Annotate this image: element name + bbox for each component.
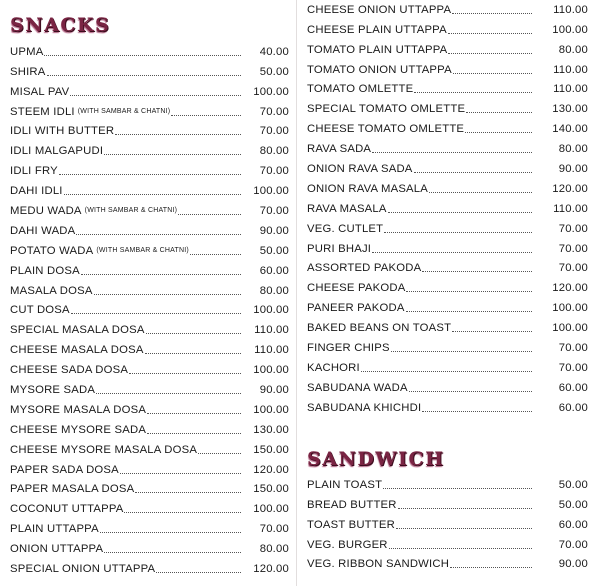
menu-item-price: 100.00 <box>253 304 289 317</box>
menu-item <box>307 355 588 375</box>
menu-item-price: 60.00 <box>558 518 588 531</box>
menu-item-name: KACHORI <box>307 361 360 374</box>
dot-leader <box>96 393 241 394</box>
dot-leader <box>414 172 532 173</box>
menu-item-name: VEG. CUTLET <box>307 222 384 235</box>
menu-item-name: BREAD BUTTER <box>307 498 397 511</box>
menu-item-price: 110.00 <box>254 344 289 357</box>
menu-item-price: 90.00 <box>259 384 289 397</box>
menu-item-name: CUT DOSA <box>10 304 70 317</box>
dot-leader <box>146 333 241 334</box>
menu-item <box>10 198 289 218</box>
menu-item <box>10 337 289 357</box>
menu-item <box>10 457 289 477</box>
menu-item <box>10 397 289 417</box>
menu-item <box>10 377 289 397</box>
menu-item-price: 80.00 <box>259 145 289 158</box>
dot-leader <box>76 234 241 235</box>
menu-item-name: PURI BHAJI <box>307 242 372 255</box>
menu-item <box>307 0 588 17</box>
menu-item <box>10 238 289 258</box>
dot-leader <box>70 95 241 96</box>
menu-item-name: VEG. RIBBON SANDWICH <box>307 558 450 571</box>
menu-item <box>307 37 588 57</box>
menu-item <box>10 317 289 337</box>
menu-item <box>307 275 588 295</box>
dot-leader <box>124 512 241 513</box>
menu-item-name: ONION RAVA SADA <box>307 163 413 176</box>
column-divider <box>296 0 297 586</box>
menu-item <box>10 417 289 437</box>
dot-leader <box>104 552 241 553</box>
menu-item-price: 90.00 <box>558 558 588 571</box>
dot-leader <box>81 274 241 275</box>
menu-item-name: SABUDANA WADA <box>307 381 408 394</box>
menu-item-price: 50.00 <box>259 65 289 78</box>
dot-leader <box>409 391 532 392</box>
menu-item-name: TOMATO PLAIN UTTAPPA <box>307 43 448 56</box>
menu-item-name: CHEESE TOMATO OMLETTE <box>307 123 465 136</box>
dot-leader <box>414 92 532 93</box>
menu-item-name: ONION UTTAPPA <box>10 543 104 556</box>
menu-item <box>307 375 588 395</box>
menu-item-name: ASSORTED PAKODA <box>307 262 422 275</box>
menu-item-name: PAPER MASALA DOSA <box>10 483 135 496</box>
menu-item-price: 70.00 <box>259 523 289 536</box>
dot-leader <box>198 453 241 454</box>
dot-leader <box>100 532 241 533</box>
dot-leader <box>44 55 241 56</box>
menu-item-price: 70.00 <box>259 205 289 218</box>
menu-item-price: 110.00 <box>553 63 588 76</box>
menu-item-price: 70.00 <box>558 342 588 355</box>
menu-item-name: SPECIAL MASALA DOSA <box>10 324 145 337</box>
dot-leader <box>422 411 532 412</box>
dot-leader <box>384 232 532 233</box>
menu-item-name: CHEESE ONION UTTAPPA <box>307 3 452 16</box>
menu-item-price: 110.00 <box>553 202 588 215</box>
dot-leader <box>465 132 532 133</box>
dot-leader <box>178 214 241 215</box>
menu-item-price: 140.00 <box>552 123 588 136</box>
menu-item-name: TOAST BUTTER <box>307 518 395 531</box>
menu-item-name: BAKED BEANS ON TOAST <box>307 322 452 335</box>
menu-item <box>307 395 588 415</box>
dot-leader <box>448 53 532 54</box>
dot-leader <box>47 75 241 76</box>
dot-leader <box>388 212 532 213</box>
menu-item-price: 100.00 <box>253 364 289 377</box>
menu-item-name: CHEESE SADA DOSA <box>10 364 129 377</box>
menu-item <box>10 138 289 158</box>
dot-leader <box>64 194 241 195</box>
menu-item <box>307 335 588 355</box>
menu-item-price: 50.00 <box>259 244 289 257</box>
menu-item <box>10 278 289 298</box>
menu-item-name: ONION RAVA MASALA <box>307 182 429 195</box>
dot-leader <box>120 473 241 474</box>
menu-item-price: 120.00 <box>253 563 289 576</box>
menu-item <box>10 79 289 99</box>
menu-item <box>10 119 289 139</box>
menu-item-price: 70.00 <box>558 242 588 255</box>
menu-item-name: DAHI IDLI <box>10 185 63 198</box>
dot-leader <box>391 351 532 352</box>
dot-leader <box>406 311 532 312</box>
menu-item-price: 60.00 <box>558 401 588 414</box>
menu-item-price: 70.00 <box>558 361 588 374</box>
menu-item <box>307 492 588 512</box>
menu-item <box>307 472 588 492</box>
dot-leader <box>59 174 241 175</box>
menu-item <box>307 512 588 532</box>
menu-item-name: PLAIN TOAST <box>307 478 383 491</box>
menu-item-price: 120.00 <box>253 463 289 476</box>
menu-item-name: MEDU WADA <box>10 205 82 218</box>
dot-leader <box>406 291 532 292</box>
menu-item <box>10 357 289 377</box>
menu-item-price: 80.00 <box>259 543 289 556</box>
menu-item-name: SHIRA <box>10 65 46 78</box>
sandwich-list <box>307 472 588 571</box>
menu-item-name: TOMATO ONION UTTAPPA <box>307 63 452 76</box>
dot-leader <box>147 433 241 434</box>
menu-item-price: 100.00 <box>552 302 588 315</box>
menu-item-note: (WITH SAMBAR & CHATNI) <box>96 246 189 254</box>
menu-item-price: 130.00 <box>552 103 588 116</box>
menu-item <box>307 176 588 196</box>
menu-item-price: 90.00 <box>259 224 289 237</box>
menu-item <box>307 17 588 37</box>
menu-item-price: 70.00 <box>259 125 289 138</box>
menu-item-price: 130.00 <box>253 423 289 436</box>
dot-leader <box>129 373 241 374</box>
menu-item <box>307 196 588 216</box>
menu-item-price: 60.00 <box>558 381 588 394</box>
dot-leader <box>104 154 241 155</box>
menu-item <box>307 295 588 315</box>
menu-item-name: SPECIAL TOMATO OMLETTE <box>307 103 466 116</box>
menu-item <box>307 532 588 552</box>
menu-item <box>307 236 588 256</box>
menu-item-name: CHEESE PAKODA <box>307 282 406 295</box>
menu-item-name: STEEM IDLI <box>10 105 75 118</box>
menu-item-name: MYSORE MASALA DOSA <box>10 403 147 416</box>
menu-item-note: (WITH SAMBAR & CHATNI) <box>84 207 178 215</box>
menu-item-price: 150.00 <box>253 483 289 496</box>
menu-item-name: CHEESE MASALA DOSA <box>10 344 144 357</box>
menu-item <box>307 315 588 335</box>
menu-item <box>10 99 289 119</box>
menu-item-price: 80.00 <box>558 43 588 56</box>
menu-item-price: 80.00 <box>558 143 588 156</box>
menu-item-name: DAHI WADA <box>10 224 76 237</box>
menu-item-price: 100.00 <box>253 503 289 516</box>
dot-leader <box>398 508 532 509</box>
dot-leader <box>389 548 532 549</box>
menu-item-name: RAVA MASALA <box>307 202 387 215</box>
menu-item <box>10 59 289 79</box>
menu-item-name: RAVA SADA <box>307 143 372 156</box>
menu-item-price: 100.00 <box>253 403 289 416</box>
dot-leader <box>453 73 532 74</box>
dot-leader <box>450 567 532 568</box>
menu-item <box>307 96 588 116</box>
menu-item-price: 70.00 <box>558 538 588 551</box>
dot-leader <box>190 254 241 255</box>
menu-item-price: 50.00 <box>558 498 588 511</box>
menu-item-name: MISAL PAV <box>10 85 70 98</box>
menu-item-name: CHEESE MYSORE SADA <box>10 423 147 436</box>
menu-item-name: POTATO WADA <box>10 244 94 257</box>
dot-leader <box>452 331 532 332</box>
dot-leader <box>466 112 532 113</box>
menu-item-name: SPECIAL ONION UTTAPPA <box>10 563 156 576</box>
snacks-continued-list <box>307 0 588 415</box>
menu-item <box>10 516 289 536</box>
menu-item <box>307 216 588 236</box>
menu-item <box>10 437 289 457</box>
menu-item-price: 110.00 <box>553 83 588 96</box>
menu-item-price: 150.00 <box>253 443 289 456</box>
dot-leader <box>383 488 532 489</box>
dot-leader <box>145 353 241 354</box>
menu-item-name: IDLI MALGAPUDI <box>10 145 104 158</box>
dot-leader <box>135 492 241 493</box>
menu-item-name: MASALA DOSA <box>10 284 93 297</box>
menu-item-name: FINGER CHIPS <box>307 342 390 355</box>
menu-item-price: 100.00 <box>552 322 588 335</box>
menu-item <box>307 116 588 136</box>
menu-item-price: 50.00 <box>558 478 588 491</box>
dot-leader <box>429 192 532 193</box>
menu-item-price: 90.00 <box>558 163 588 176</box>
menu-item <box>10 298 289 318</box>
dot-leader <box>452 13 532 14</box>
menu-item <box>307 77 588 97</box>
menu-item <box>10 496 289 516</box>
menu-item-name: PANEER PAKODA <box>307 302 405 315</box>
menu-item-price: 110.00 <box>254 324 289 337</box>
dot-leader <box>147 413 241 414</box>
menu-item-price: 70.00 <box>558 222 588 235</box>
menu-item-name: TOMATO OMLETTE <box>307 83 414 96</box>
dot-leader <box>171 115 241 116</box>
menu-item-name: COCONUT UTTAPPA <box>10 503 124 516</box>
menu-item-price: 100.00 <box>253 185 289 198</box>
menu-item <box>307 136 588 156</box>
menu-item <box>10 158 289 178</box>
snacks-list <box>10 39 289 576</box>
dot-leader <box>115 134 241 135</box>
menu-item <box>10 258 289 278</box>
menu-item <box>307 256 588 276</box>
menu-item-price: 60.00 <box>259 264 289 277</box>
menu-item-price: 40.00 <box>259 45 289 58</box>
dot-leader <box>396 528 532 529</box>
menu-item <box>10 218 289 238</box>
menu-item <box>10 178 289 198</box>
dot-leader <box>422 271 532 272</box>
menu-item-price: 120.00 <box>552 282 588 295</box>
dot-leader <box>71 313 241 314</box>
menu-item-name: VEG. BURGER <box>307 538 388 551</box>
menu-item-price: 100.00 <box>253 85 289 98</box>
menu-item-price: 70.00 <box>259 165 289 178</box>
menu-item-name: IDLI WITH BUTTER <box>10 125 115 138</box>
menu-item-price: 70.00 <box>259 105 289 118</box>
menu-item-price: 80.00 <box>259 284 289 297</box>
dot-leader <box>156 572 241 573</box>
menu-item <box>10 536 289 556</box>
menu-item-note: (WITH SAMBAR & CHATNI) <box>77 107 171 115</box>
menu-item-name: UPMA <box>10 45 44 58</box>
menu-item <box>307 156 588 176</box>
menu-item <box>307 552 588 572</box>
dot-leader <box>94 294 241 295</box>
menu-item-name: PAPER SADA DOSA <box>10 463 119 476</box>
dot-leader <box>372 152 532 153</box>
menu-item-price: 110.00 <box>553 3 588 16</box>
menu-item-name: PLAIN UTTAPPA <box>10 523 99 536</box>
menu-item <box>10 477 289 497</box>
dot-leader <box>361 371 532 372</box>
menu-item-price: 70.00 <box>558 262 588 275</box>
snacks-heading: SNACKS <box>10 14 111 36</box>
sandwich-heading: SANDWICH <box>307 448 445 470</box>
menu-item-price: 120.00 <box>552 182 588 195</box>
menu-item <box>10 39 289 59</box>
menu-item-name: PLAIN DOSA <box>10 264 80 277</box>
dot-leader <box>372 252 532 253</box>
menu-item-name: MYSORE SADA <box>10 384 96 397</box>
menu-item-name: IDLI FRY <box>10 165 58 178</box>
menu-item <box>307 57 588 77</box>
dot-leader <box>448 33 532 34</box>
menu-item-name: CHEESE MYSORE MASALA DOSA <box>10 443 198 456</box>
menu-item-price: 100.00 <box>552 23 588 36</box>
menu-item-name: SABUDANA KHICHDI <box>307 401 422 414</box>
menu-item <box>10 556 289 576</box>
menu-item-name: CHEESE PLAIN UTTAPPA <box>307 23 447 36</box>
